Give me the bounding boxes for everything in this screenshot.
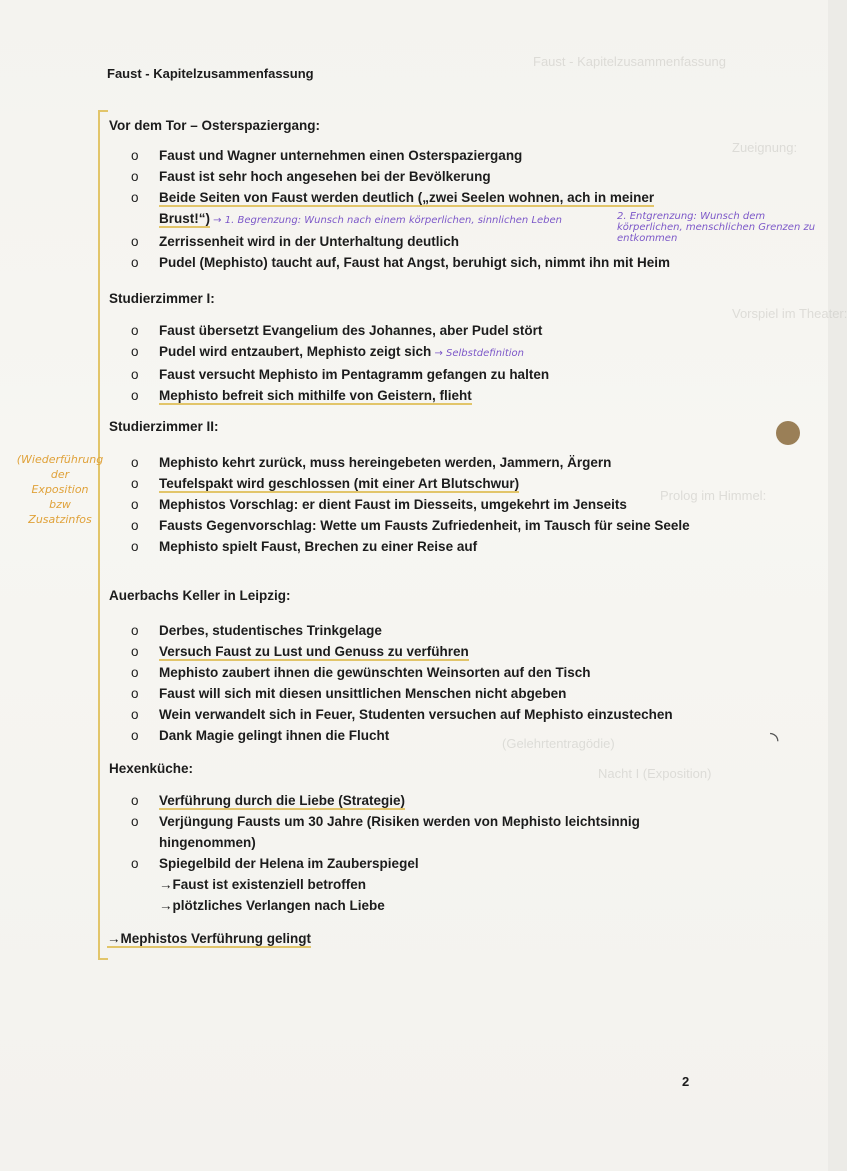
handwritten-note: → Selbstdefinition bbox=[431, 348, 525, 359]
list-item: o Mephisto spielt Faust, Brechen zu einer Reise auf bbox=[131, 536, 691, 557]
section-list bbox=[131, 320, 691, 406]
bullet-icon: o bbox=[131, 388, 139, 403]
bleed-through-text: Zueignung: bbox=[732, 140, 798, 155]
page-number: 2 bbox=[682, 1074, 690, 1089]
list-item: o Dank Magie gelingt ihnen die Flucht bbox=[131, 725, 711, 746]
highlight-bracket-top bbox=[98, 110, 108, 112]
list-item: o Pudel wird entzaubert, Mephisto zeigt sich → Selbstdefinition bbox=[131, 341, 691, 364]
handwritten-note-right: 2. Entgrenzung: Wunsch dem körperlichen, menschlichen Grenzen zu entkommen bbox=[617, 211, 816, 244]
list-item: o Beide Seiten von Faust werden deutlich („zwei Seelen wohnen, ach in meiner Brust!“) → 1. Begrenzung: Wunsch nach einem körperlichen, sinnlichen Leben bbox=[131, 187, 691, 231]
bleed-through-text: Nacht I (Exposition) bbox=[598, 766, 712, 781]
bullet-icon: o bbox=[131, 455, 139, 470]
margin-note-line: (Wiederführung bbox=[16, 453, 104, 466]
bullet-icon: o bbox=[131, 476, 139, 491]
margin-note-line: bzw bbox=[49, 498, 71, 511]
list-item: o Faust und Wagner unternehmen einen Osterspaziergang bbox=[131, 145, 691, 166]
margin-note bbox=[16, 452, 104, 527]
list-item: o Verführung durch die Liebe (Strategie) bbox=[131, 790, 661, 811]
bullet-icon: o bbox=[131, 148, 139, 163]
list-item: o Versuch Faust zu Lust und Genuss zu verführen bbox=[131, 641, 711, 662]
bullet-icon: o bbox=[131, 686, 139, 701]
paper-curl-icon: ◝ bbox=[770, 727, 779, 752]
list-item: o Verjüngung Fausts um 30 Jahre (Risiken werden von Mephisto leichtsinnig hingenommen) bbox=[131, 811, 661, 853]
list-item: o Mephistos Vorschlag: er dient Faust im Diesseits, umgekehrt im Jenseits bbox=[131, 494, 691, 515]
list-item: o Faust versucht Mephisto im Pentagramm gefangen zu halten bbox=[131, 364, 691, 385]
bullet-icon: o bbox=[131, 539, 139, 554]
punch-hole bbox=[776, 421, 800, 445]
list-item: o Mephisto kehrt zurück, muss hereingebeten werden, Jammern, Ärgern bbox=[131, 452, 691, 473]
bullet-icon: o bbox=[131, 234, 139, 249]
sub-item: →Faust ist existenziell betroffen bbox=[159, 877, 367, 892]
section-title: Hexenküche: bbox=[109, 761, 194, 776]
bullet-icon: o bbox=[131, 518, 139, 533]
section-title: Auerbachs Keller in Leipzig: bbox=[109, 588, 291, 603]
list-item: o Spiegelbild der Helena im Zauberspiegel →Faust ist existenziell betroffen →plötzliches Verlangen nach Liebe bbox=[131, 853, 661, 916]
bullet-icon: o bbox=[131, 344, 139, 359]
bleed-through-title: Faust - Kapitelzusammenfassung bbox=[533, 54, 726, 69]
margin-note-line: Exposition bbox=[31, 483, 89, 496]
bullet-icon: o bbox=[131, 190, 139, 205]
section-list bbox=[131, 452, 691, 557]
section-title: Vor dem Tor – Osterspaziergang: bbox=[109, 118, 321, 133]
margin-note-line: Zusatzinfos bbox=[28, 513, 92, 526]
list-item: o Pudel (Mephisto) taucht auf, Faust hat Angst, beruhigt sich, nimmt ihn mit Heim bbox=[131, 252, 691, 273]
list-item: o Mephisto zaubert ihnen die gewünschten Weinsorten auf den Tisch bbox=[131, 662, 711, 683]
section-list bbox=[131, 790, 661, 916]
section-title: Studierzimmer II: bbox=[109, 419, 219, 434]
bullet-icon: o bbox=[131, 793, 139, 808]
bullet-icon: o bbox=[131, 644, 139, 659]
list-item: o Faust übersetzt Evangelium des Johannes, aber Pudel stört bbox=[131, 320, 691, 341]
list-item: o Teufelspakt wird geschlossen (mit einer Art Blutschwur) bbox=[131, 473, 691, 494]
bleed-through-text: Prolog im Himmel: bbox=[660, 488, 767, 503]
handwritten-note: → 1. Begrenzung: Wunsch nach einem körperlichen, sinnlichen Leben bbox=[210, 215, 563, 226]
list-item: o Zerrissenheit wird in der Unterhaltung deutlich bbox=[131, 231, 691, 252]
bullet-icon: o bbox=[131, 814, 139, 829]
bullet-icon: o bbox=[131, 255, 139, 270]
section-list bbox=[131, 620, 711, 746]
highlight-bracket-bottom bbox=[98, 958, 108, 960]
list-item: o Derbes, studentisches Trinkgelage bbox=[131, 620, 711, 641]
bleed-through-text: Vorspiel im Theater: bbox=[732, 306, 847, 321]
highlight-bracket bbox=[98, 110, 106, 960]
bullet-icon: o bbox=[131, 623, 139, 638]
list-item: o Fausts Gegenvorschlag: Wette um Fausts Zufriedenheit, im Tausch für seine Seele bbox=[131, 515, 691, 536]
bullet-icon: o bbox=[131, 323, 139, 338]
document-header: Faust - Kapitelzusammenfassung bbox=[107, 66, 314, 81]
list-item: o Faust ist sehr hoch angesehen bei der Bevölkerung bbox=[131, 166, 691, 187]
list-item: o Mephisto befreit sich mithilfe von Geistern, flieht bbox=[131, 385, 691, 406]
bullet-icon: o bbox=[131, 856, 139, 871]
margin-note-line: der bbox=[50, 468, 70, 481]
list-item: o Faust will sich mit diesen unsittlichen Menschen nicht abgeben bbox=[131, 683, 711, 704]
bullet-icon: o bbox=[131, 707, 139, 722]
section-title: Studierzimmer I: bbox=[109, 291, 215, 306]
sub-item: →plötzliches Verlangen nach Liebe bbox=[159, 898, 385, 913]
list-item: o Wein verwandelt sich in Feuer, Studenten versuchen auf Mephisto einzustechen bbox=[131, 704, 711, 725]
bullet-icon: o bbox=[131, 169, 139, 184]
bullet-icon: o bbox=[131, 497, 139, 512]
bullet-icon: o bbox=[131, 728, 139, 743]
section-list bbox=[131, 145, 691, 273]
bleed-through-text: (Gelehrtentragödie) bbox=[502, 736, 615, 751]
bullet-icon: o bbox=[131, 665, 139, 680]
result-line: →Mephistos Verführung gelingt bbox=[107, 931, 312, 946]
bullet-icon: o bbox=[131, 367, 139, 382]
